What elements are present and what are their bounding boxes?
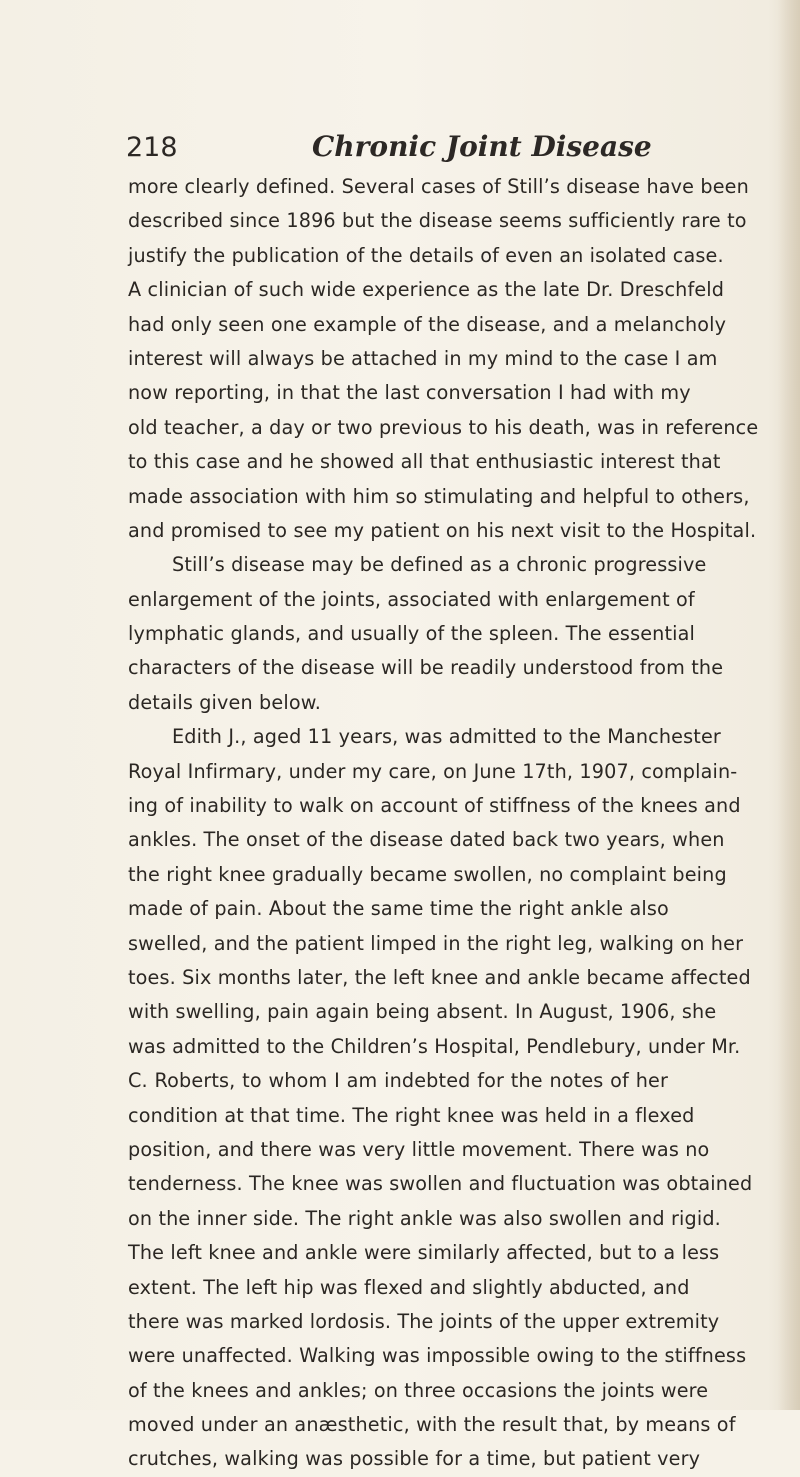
text-line: Edith J., aged 11 years, was admitted to the Manchester	[172, 725, 721, 749]
text-line: ankles. The onset of the disease dated back two years, when	[128, 828, 725, 852]
text-line: now reporting, in that the last conversation I had with my	[128, 381, 691, 405]
text-line: The left knee and ankle were similarly affected, but to a less	[128, 1241, 720, 1265]
text-line: crutches, walking was possible for a time, but patient very	[128, 1447, 701, 1471]
body-text	[128, 170, 759, 1477]
page-edge-shadow	[778, 0, 800, 1410]
text-line: described since 1896 but the disease seems sufficiently rare to	[128, 209, 747, 233]
text-line: toes. Six months later, the left knee and ankle became affected	[128, 965, 751, 989]
text-line: ing of inability to walk on account of stiffness of the knees and	[128, 794, 741, 818]
text-line: C. Roberts, to whom I am indebted for the notes of her	[128, 1069, 668, 1093]
text-line: lymphatic glands, and usually of the spleen. The essential	[128, 622, 696, 646]
text-line: and promised to see my patient on his next visit to the Hospital.	[128, 518, 757, 542]
text-line: A clinician of such wide experience as the late Dr. Dreschfeld	[128, 278, 725, 302]
text-line: to this case and he showed all that enthusiastic interest that	[128, 450, 721, 474]
text-line: was admitted to the Children’s Hospital, Pendlebury, under Mr.	[128, 1034, 741, 1058]
text-line: old teacher, a day or two previous to his death, was in reference	[128, 415, 759, 439]
text-line: Still’s disease may be defined as a chronic progressive	[172, 553, 707, 577]
text-line: Royal Infirmary, under my care, on June 17th, 1907, complain-	[128, 759, 738, 783]
text-line: made of pain. About the same time the right ankle also	[128, 897, 669, 921]
text-line: of the knees and ankles; on three occasions the joints were	[128, 1378, 709, 1402]
text-line: on the inner side. The right ankle was also swollen and rigid.	[128, 1206, 721, 1230]
text-line: characters of the disease will be readily understood from the	[128, 656, 724, 680]
text-line: swelled, and the patient limped in the right leg, walking on her	[128, 931, 744, 955]
text-line: tenderness. The knee was swollen and fluctuation was obtained	[128, 1172, 753, 1196]
text-line: the right knee gradually became swollen, no complaint being	[128, 862, 727, 886]
text-line: extent. The left hip was flexed and slightly abducted, and	[128, 1275, 690, 1299]
text-line: position, and there was very little movement. There was no	[128, 1137, 710, 1161]
chapter-title: Chronic Joint Disease	[312, 130, 652, 163]
text-line: had only seen one example of the disease, and a melancholy	[128, 312, 727, 336]
page-number: 218	[126, 132, 178, 163]
text-line: interest will always be attached in my mind to the case I am	[128, 346, 718, 370]
text-line: with swelling, pain again being absent. In August, 1906, she	[128, 1000, 717, 1024]
text-line: justify the publication of the details of even an isolated case.	[128, 243, 724, 267]
text-line: moved under an anæsthetic, with the result that, by means of	[128, 1413, 736, 1437]
text-line: made association with him so stimulating and helpful to others,	[128, 484, 750, 508]
running-head	[126, 126, 666, 176]
text-line: condition at that time. The right knee was held in a flexed	[128, 1103, 695, 1127]
text-line: details given below.	[128, 690, 322, 714]
text-line: more clearly defined. Several cases of Still’s disease have been	[128, 175, 749, 198]
text-line: were unaffected. Walking was impossible owing to the stiffness	[128, 1344, 747, 1368]
text-line: enlargement of the joints, associated with enlargement of	[128, 587, 695, 611]
text-line: there was marked lordosis. The joints of the upper extremity	[128, 1309, 720, 1333]
